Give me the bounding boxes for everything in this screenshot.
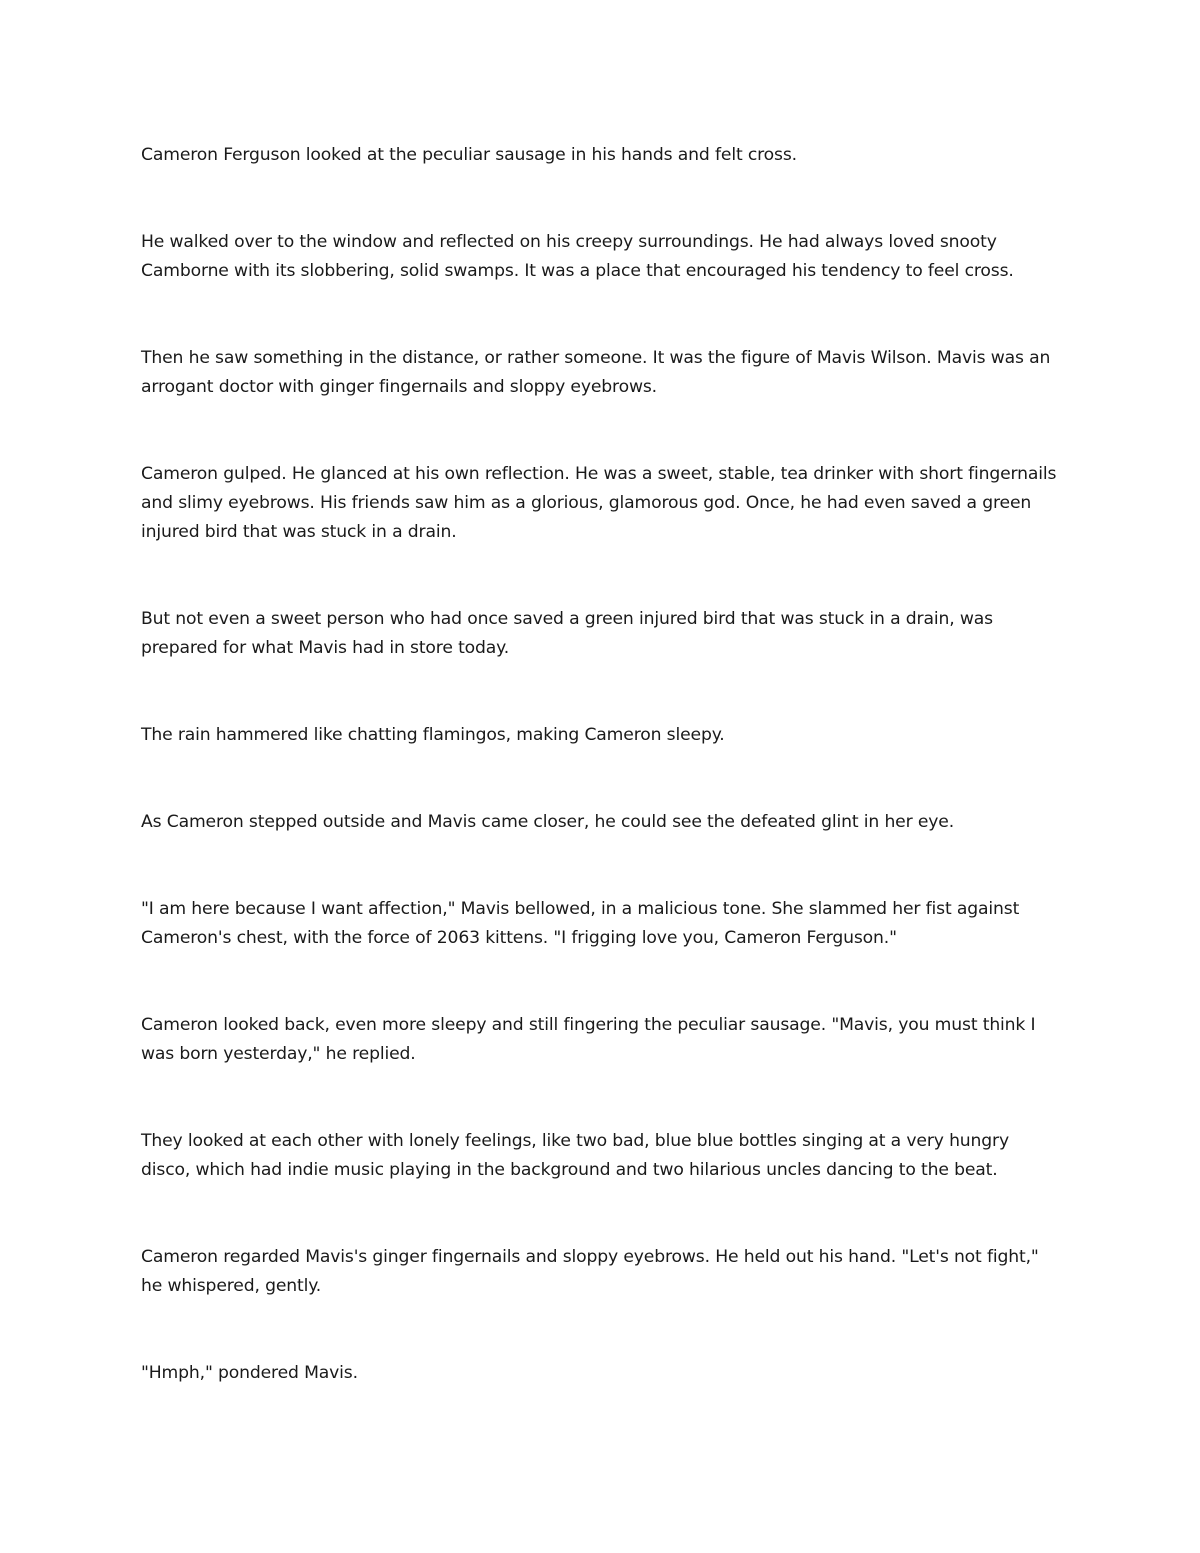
paragraph: The rain hammered like chatting flamingos, making Cameron sleepy. (141, 725, 725, 745)
paragraph: Cameron gulped. He glanced at his own reflection. He was a sweet, stable, tea drinker with short fingernails and slimy eyebrows. His friends saw him as a glorious, glamorous god. Once, he had even saved a green injured bird that was stuck in a drain. (141, 464, 1057, 542)
paragraph: Cameron regarded Mavis's ginger fingernails and sloppy eyebrows. He held out his hand. "Let's not fight," he whispered, gently. (141, 1247, 1039, 1296)
paragraph: They looked at each other with lonely feelings, like two bad, blue blue bottles singing at a very hungry disco, which had indie music playing in the background and two hilarious uncles dancing to the beat. (141, 1131, 1009, 1180)
paragraph: He walked over to the window and reflected on his creepy surroundings. He had always loved snooty Camborne with its slobbering, solid swamps. It was a place that encouraged his tendency to feel cross. (141, 232, 1014, 281)
paragraph: But not even a sweet person who had once saved a green injured bird that was stuck in a drain, was prepared for what Mavis had in store today. (141, 609, 993, 658)
paragraph: Cameron Ferguson looked at the peculiar sausage in his hands and felt cross. (141, 145, 797, 165)
story-body (141, 141, 1061, 1446)
paragraph: "Hmph," pondered Mavis. (141, 1363, 358, 1383)
paragraph: "I am here because I want affection," Mavis bellowed, in a malicious tone. She slammed her fist against Cameron's chest, with the force of 2063 kittens. "I frigging love you, Cameron Ferguson." (141, 899, 1020, 948)
paragraph: As Cameron stepped outside and Mavis came closer, he could see the defeated glint in her eye. (141, 812, 955, 832)
paragraph: Then he saw something in the distance, or rather someone. It was the figure of Mavis Wilson. Mavis was an arrogant doctor with ginger fingernails and sloppy eyebrows. (141, 348, 1051, 397)
paragraph: Cameron looked back, even more sleepy and still fingering the peculiar sausage. "Mavis, you must think I was born yesterday," he replied. (141, 1015, 1036, 1064)
